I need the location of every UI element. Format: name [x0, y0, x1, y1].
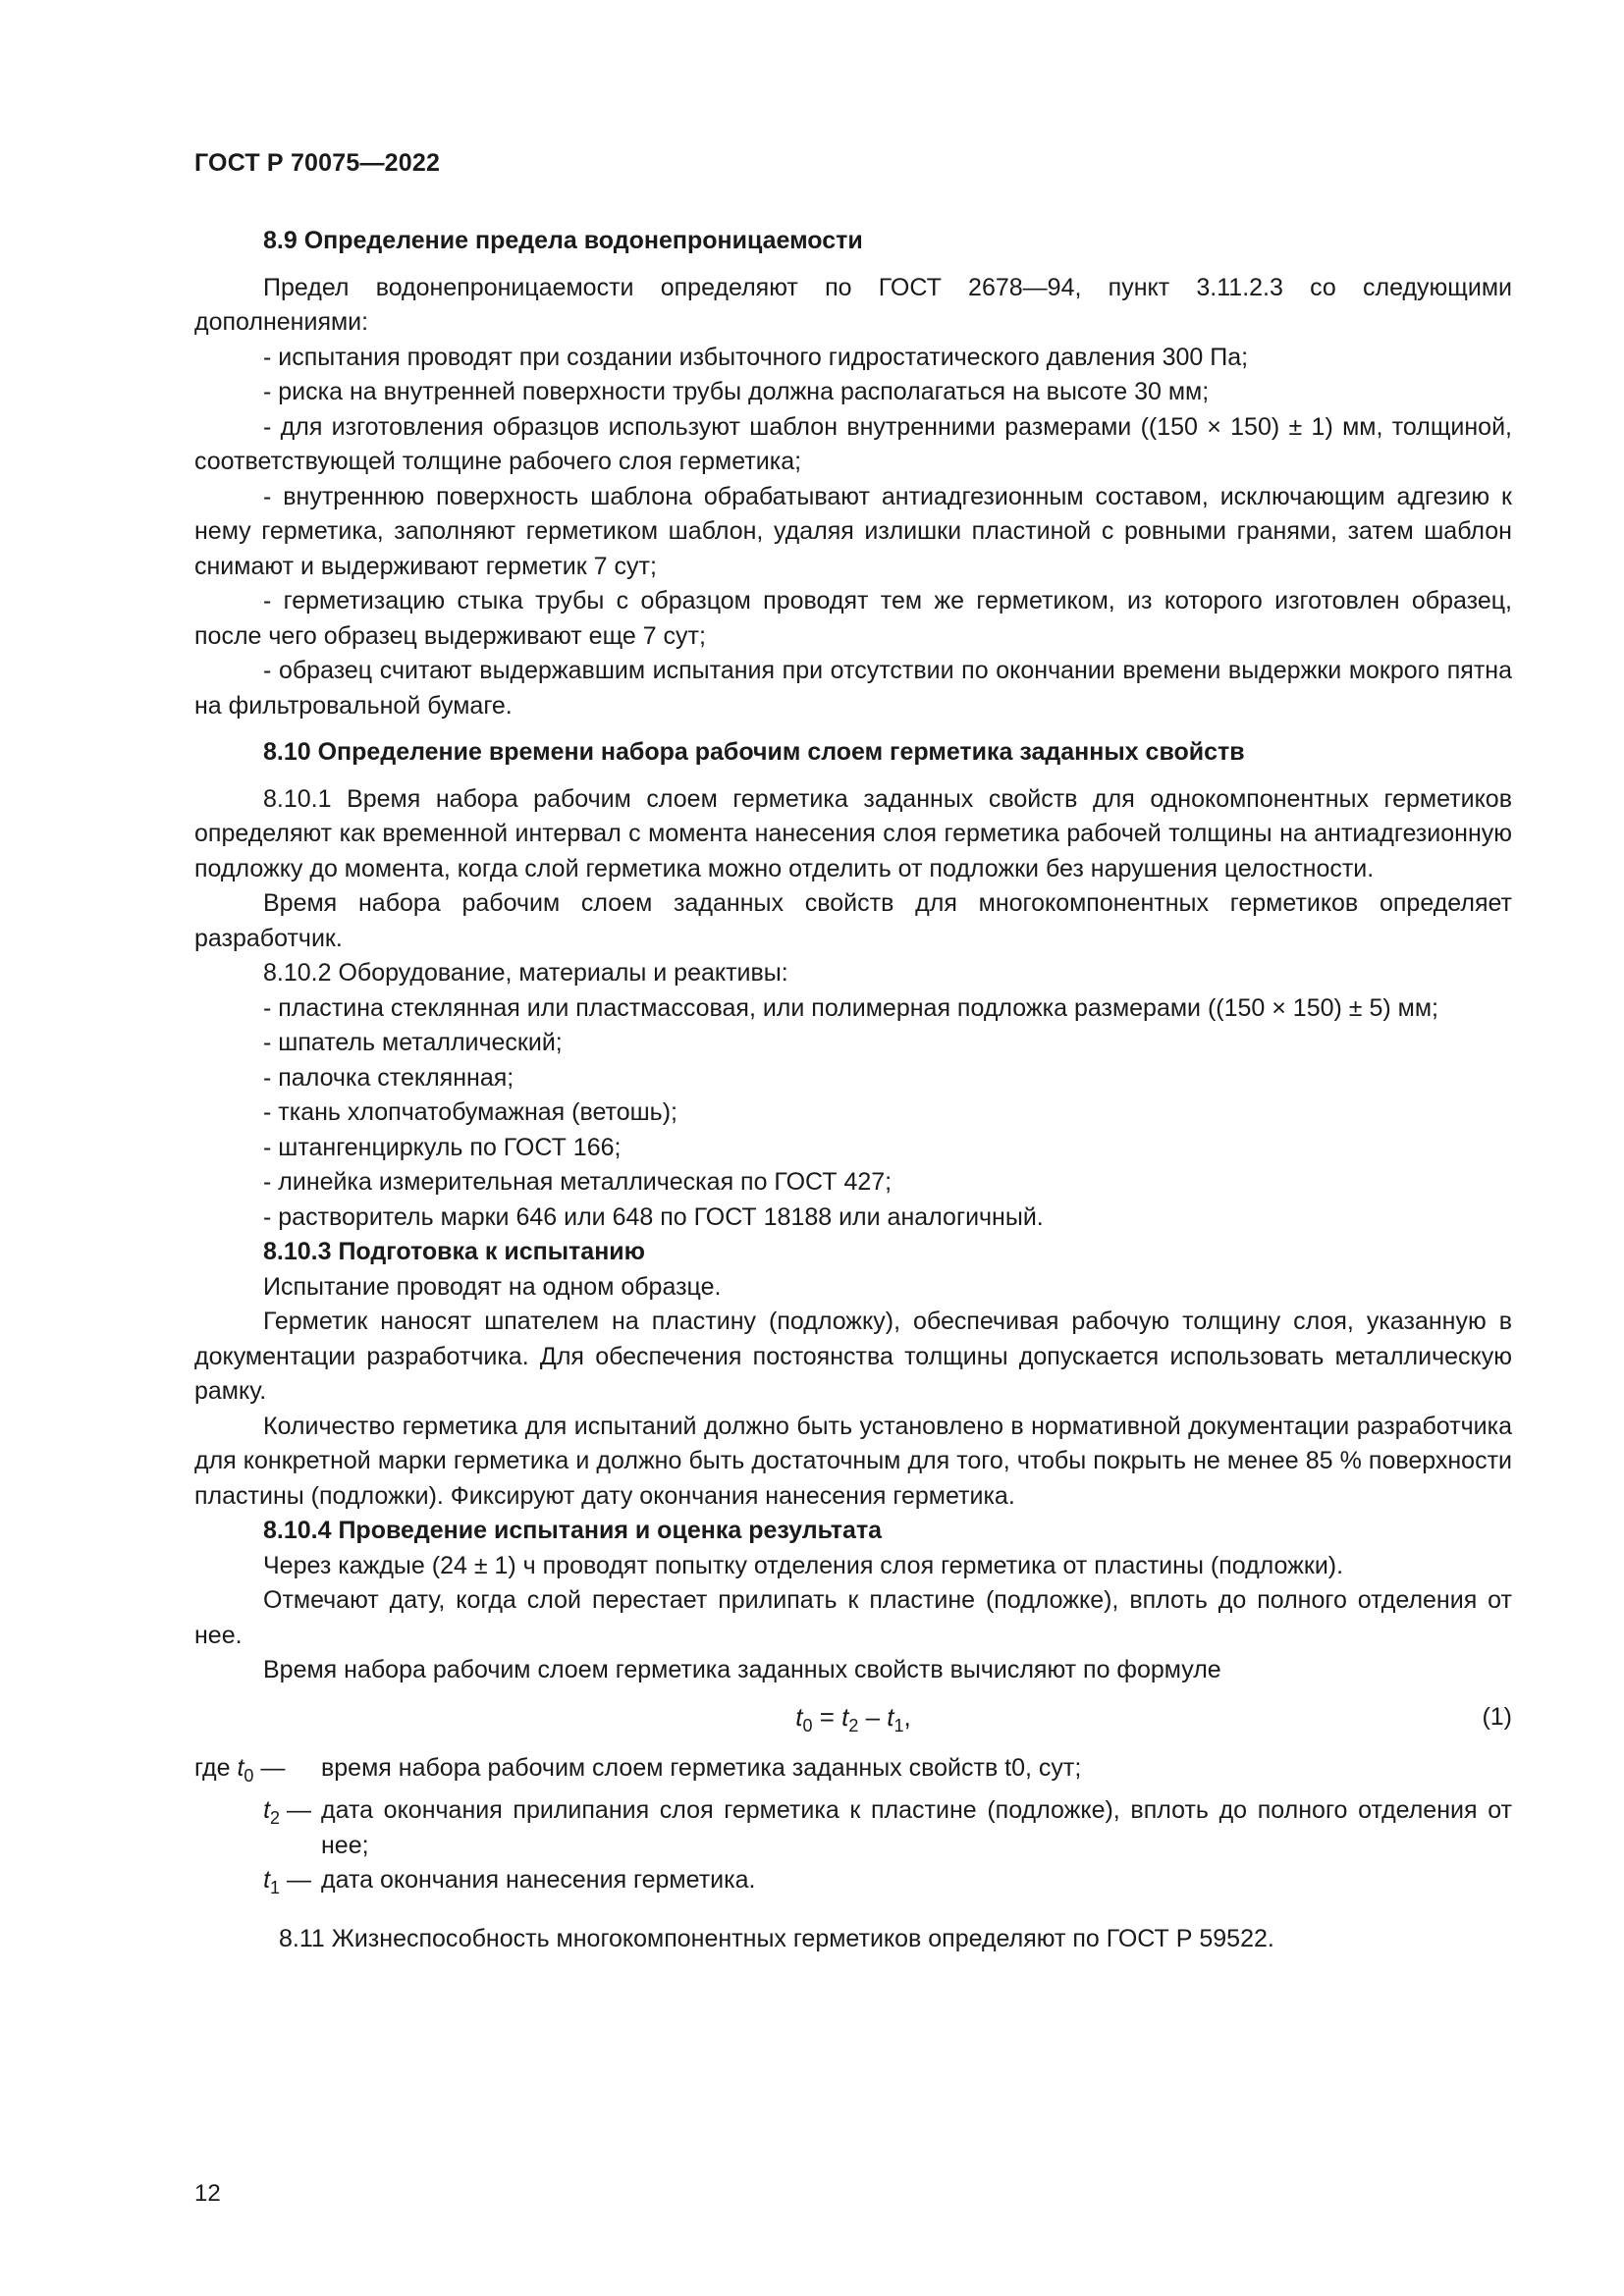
paragraph-8-10-2: 8.10.2 Оборудование, материалы и реактивы: — [263, 959, 788, 987]
legend-sub: 0 — [244, 1765, 254, 1786]
paragraph: Испытание проводят на одном образце. — [263, 1272, 722, 1301]
formula-sub: 0 — [802, 1715, 813, 1735]
legend-symbol — [194, 1751, 311, 1794]
list-item: - внутреннюю поверхность шаблона обрабатывают антиадгезионным составом, исключающим адгезию к нему герметика, заполняют герметиком шаблон, удаляя излишки пластиной с ровными гранями, затем шаблон снимают и выдерживают герметик 7 сут; — [194, 482, 1512, 580]
legend-dash: — — [280, 1796, 311, 1824]
legend-row — [194, 1793, 1512, 1863]
section-8-10-title: 8.10 Определение времени набора рабочим слоем герметика заданных свойств — [263, 738, 1245, 766]
legend-sub: 2 — [270, 1808, 281, 1828]
formula-tail: , — [903, 1701, 911, 1732]
list-item: - для изготовления образцов используют шаблон внутренними размерами ((150 × 150) ± 1) мм, толщиной, соответствующей толщине рабочего слоя герметика; — [194, 412, 1512, 475]
legend-text: дата окончания нанесения герметика. — [321, 1866, 756, 1894]
legend-dash: — — [253, 1753, 286, 1782]
subsection-8-10-4-title: 8.10.4 Проведение испытания и оценка результата — [263, 1517, 883, 1544]
list-item: - штангенциркуль по ГОСТ 166; — [263, 1133, 622, 1161]
page-number: 12 — [194, 2180, 221, 2207]
paragraph: Через каждые (24 ± 1) ч проводят попытку отделения слоя герметика от пластины (подложки). — [263, 1551, 1344, 1579]
legend-var: t — [237, 1753, 244, 1782]
subsection-8-10-3-title: 8.10.3 Подготовка к испытанию — [263, 1238, 646, 1265]
section-8-9-title: 8.9 Определение предела водонепроницаемости — [263, 227, 863, 254]
list-item: - риска на внутренней поверхности трубы должна располагаться на высоте 30 мм; — [263, 378, 1210, 405]
legend-symbol — [194, 1793, 311, 1837]
list-item: - герметизацию стыка трубы с образцом проводят тем же герметиком, из которого изготовлен образец, после чего образец выдерживают еще 7 сут; — [194, 587, 1512, 650]
section-8-9-intro: Предел водонепроницаемости определяют по ГОСТ 2678—94, пункт 3.11.2.3 со следующими дополнениями: — [194, 273, 1512, 336]
list-item: - палочка стеклянная; — [263, 1063, 514, 1092]
formula-minus: – — [858, 1701, 888, 1732]
document-header: ГОСТ Р 70075—2022 — [194, 149, 441, 177]
legend-row — [194, 1751, 1512, 1794]
list-item: - пластина стеклянная или пластмассовая, или полимерная подложка размерами ((150 × 150) ± 5) мм; — [263, 993, 1438, 1022]
page-content — [194, 224, 1512, 1956]
list-item: - испытания проводят при создании избыточного гидростатического давления 300 Па; — [263, 343, 1249, 371]
formula-var: t — [795, 1701, 803, 1732]
legend-prefix: где — [194, 1753, 238, 1782]
formula-block — [194, 1694, 1512, 1745]
list-item: - образец считают выдержавшим испытания при отсутствии по окончании времени выдержки мокрого пятна на фильтровальной бумаге. — [194, 657, 1512, 720]
paragraph: Время набора рабочим слоем заданных свойств для многокомпонентных герметиков определяет разработчик. — [194, 889, 1512, 952]
paragraph-8-11: 8.11 Жизнеспособность многокомпонентных герметиков определяют по ГОСТ Р 59522. — [279, 1924, 1274, 1952]
paragraph: Герметик наносят шпателем на пластину (подложку), обеспечивая рабочую толщину слоя, указанную в документации разработчика. Для обеспечения постоянства толщины допускается использовать металлическую рамку. — [194, 1308, 1512, 1405]
paragraph-8-10-1: 8.10.1 Время набора рабочим слоем герметика заданных свойств для однокомпонентных герметиков определяют как временной интервал с момента нанесения слоя герметика рабочей толщины на антиадгезионную подложку до момента, когда слой герметика можно отделить от подложки без нарушения целостности. — [194, 784, 1512, 882]
formula — [194, 1700, 1512, 1744]
legend-symbol — [194, 1863, 311, 1906]
legend-dash: — — [280, 1866, 311, 1894]
legend-sub: 1 — [270, 1878, 281, 1897]
legend-var: t — [263, 1796, 271, 1824]
formula-legend — [194, 1751, 1512, 1906]
formula-var: t — [887, 1701, 894, 1732]
list-item: - шпатель металлический; — [263, 1029, 563, 1056]
formula-sub: 1 — [893, 1715, 904, 1735]
list-item: - линейка измерительная металлическая по ГОСТ 427; — [263, 1168, 893, 1196]
formula-eq: = — [812, 1701, 842, 1732]
paragraph: Отмечают дату, когда слой перестает прилипать к пластине (подложке), вплоть до полного отделения от нее. — [194, 1586, 1512, 1649]
formula-var: t — [841, 1701, 849, 1732]
legend-text: время набора рабочим слоем герметика заданных свойств t0, сут; — [321, 1753, 1082, 1782]
paragraph: Время набора рабочим слоем герметика заданных свойств вычисляют по формуле — [263, 1656, 1221, 1683]
formula-sub: 2 — [848, 1715, 859, 1735]
paragraph: Количество герметика для испытаний должно быть установлено в нормативной документации разработчика для конкретной марки герметика и должно быть достаточным для того, чтобы покрыть не менее 85 % поверхности пластины (подложки). Фиксируют дату окончания нанесения герметика. — [194, 1412, 1512, 1510]
legend-text: дата окончания прилипания слоя герметика к пластине (подложке), вплоть до полного отделения от нее; — [321, 1796, 1512, 1859]
list-item: - растворитель марки 646 или 648 по ГОСТ 18188 или аналогичный. — [263, 1202, 1044, 1231]
legend-row — [194, 1863, 1512, 1906]
legend-var: t — [263, 1866, 271, 1894]
list-item: - ткань хлопчатобумажная (ветошь); — [263, 1098, 677, 1126]
formula-number: (1) — [1482, 1702, 1512, 1731]
